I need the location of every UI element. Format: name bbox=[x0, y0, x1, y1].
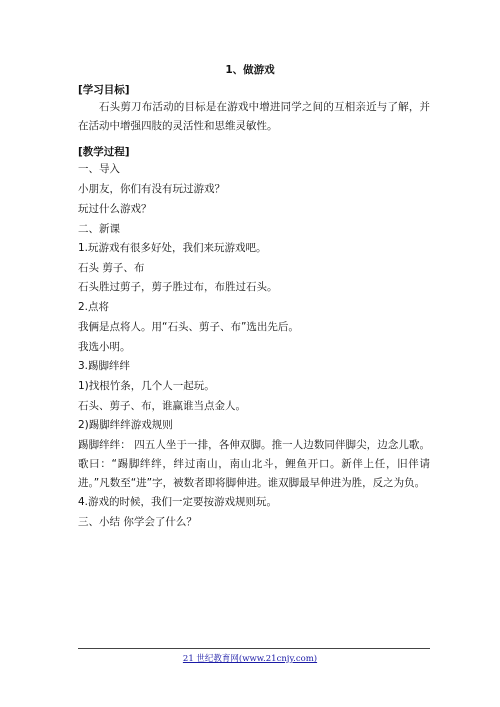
text-line: 玩过什么游戏？ bbox=[78, 203, 152, 215]
process-heading: [教学过程] bbox=[78, 146, 130, 158]
footer-link[interactable]: 21 世纪教育网(www.21cnjy.com) bbox=[182, 654, 318, 664]
document-title: 1、做游戏 bbox=[225, 64, 275, 76]
text-line: 1.玩游戏有很多好处，我们来玩游戏吧。 bbox=[78, 242, 267, 254]
text-line: 4.游戏的时候，我们一定要按游戏规则玩。 bbox=[78, 496, 278, 508]
text-line: 石头胜过剪子，剪子胜过布，布胜过石头。 bbox=[78, 281, 278, 293]
text-line: 我选小明。 bbox=[78, 341, 131, 353]
goal-paragraph: 石头剪刀布活动的目标是在游戏中增进同学之间的互相亲近与了解，并在活动中增强四肢的灵活性和思维灵敏性。 bbox=[78, 101, 430, 132]
text-line: 我俩是点将人。用“石头、剪子、布”选出先后。 bbox=[78, 321, 299, 333]
text-line: 小朋友，你们有没有玩过游戏？ bbox=[78, 183, 225, 195]
text-line: 2)踢脚绊绊游戏规则 bbox=[78, 419, 173, 431]
goal-heading: [学习目标] bbox=[78, 84, 130, 96]
text-line: 石头 剪子、布 bbox=[78, 262, 145, 274]
text-line: 一、导入 bbox=[78, 163, 120, 175]
text-line: 2.点将 bbox=[78, 301, 110, 313]
text-line: 3.踢脚绊绊 bbox=[78, 360, 131, 372]
rule-paragraph: 踢脚绊绊： 四五人坐于一排，各伸双脚。推一人边数同伴脚尖，边念儿歌。歌曰：“踢脚绊绊，绊过南山，南山北斗，鲤鱼开口。新伴上任，旧伴请进。”凡数至“进”字，被数者即将脚伸进。谁双脚最早伸进为胜，反之为负。 bbox=[78, 439, 430, 489]
text-line: 石头、剪子、布，谁赢谁当点金人。 bbox=[78, 400, 246, 412]
summary-line: 三、小结 你学会了什么？ bbox=[78, 516, 197, 528]
footer-divider bbox=[78, 648, 430, 649]
text-line: 1)找根竹条，几个人一起玩。 bbox=[78, 380, 215, 392]
text-line: 二、新课 bbox=[78, 223, 120, 235]
